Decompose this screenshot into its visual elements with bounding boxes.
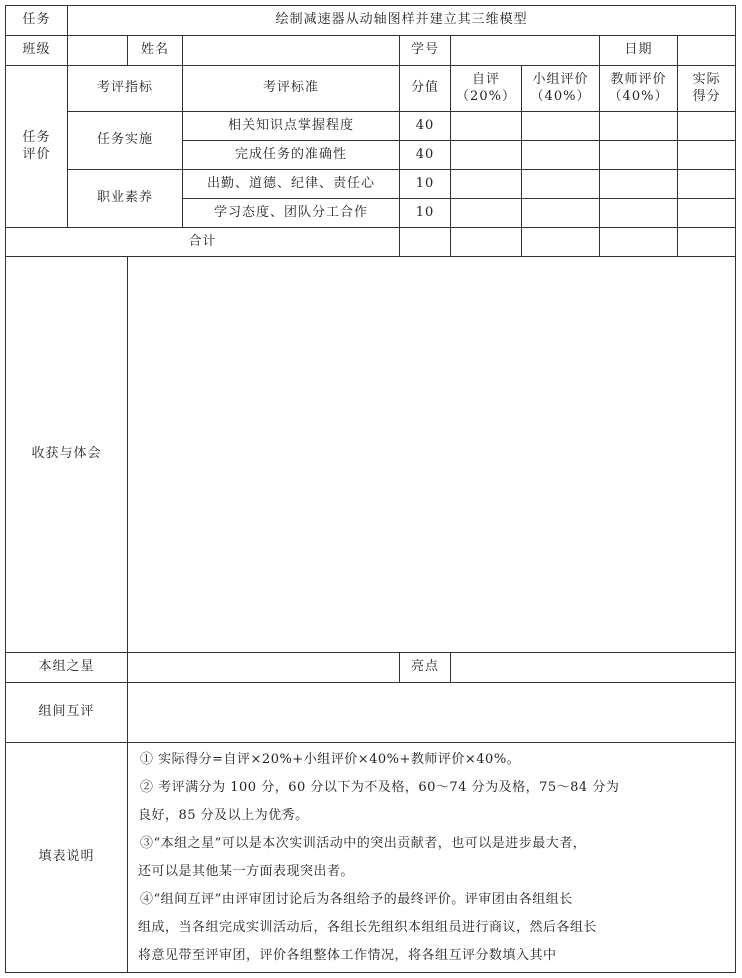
col-actual-line2: 得分 bbox=[692, 88, 721, 104]
instructions-text bbox=[128, 743, 736, 973]
total-self-cell[interactable] bbox=[451, 228, 522, 257]
standard-accuracy: 完成任务的准确性 bbox=[183, 141, 400, 170]
score-knowledge: 40 bbox=[400, 112, 451, 141]
peer-review-label: 组间互评 bbox=[6, 683, 128, 743]
col-group-line1: 小组评价 bbox=[532, 72, 589, 88]
teacher-score-cell[interactable] bbox=[600, 141, 678, 170]
group-score-cell[interactable] bbox=[522, 170, 600, 199]
group-score-cell[interactable] bbox=[522, 199, 600, 228]
teacher-score-cell[interactable] bbox=[600, 199, 678, 228]
actual-score-cell[interactable] bbox=[678, 112, 736, 141]
total-group-cell[interactable] bbox=[522, 228, 600, 257]
instruction-item-4-line-1: ④“组间互评”由评审团讨论后为各组给予的最终评价。评审团由各组组长 bbox=[140, 892, 573, 907]
evaluation-form bbox=[5, 5, 736, 973]
instruction-item-4-line-2: 组成，当各组完成实训活动后，各组长先组织本组组员进行商议，然后各组长 bbox=[138, 920, 598, 935]
star-field[interactable] bbox=[128, 653, 400, 683]
instruction-item-4-line-3: 将意见带至评审团，评价各组整体工作情况，将各组互评分数填入其中 bbox=[138, 948, 557, 963]
actual-score-cell[interactable] bbox=[678, 170, 736, 199]
self-score-cell[interactable] bbox=[451, 112, 522, 141]
col-teacher bbox=[600, 66, 678, 112]
peer-review-field[interactable] bbox=[128, 683, 736, 743]
reflection-label: 收获与体会 bbox=[6, 257, 128, 653]
group-score-cell[interactable] bbox=[522, 141, 600, 170]
score-attendance: 10 bbox=[400, 170, 451, 199]
col-self-line2: （20%） bbox=[456, 88, 516, 104]
col-score: 分值 bbox=[400, 66, 451, 112]
col-teacher-line1: 教师评价 bbox=[610, 72, 667, 88]
evaluation-section-label: 任务 评价 bbox=[6, 66, 68, 228]
name-label: 姓名 bbox=[128, 36, 183, 66]
instruction-item-3-line-2: 还可以是其他某一方面表现突出者。 bbox=[138, 864, 355, 879]
reflection-field[interactable] bbox=[128, 257, 736, 653]
col-teacher-line2: （40%） bbox=[608, 88, 669, 104]
actual-score-cell[interactable] bbox=[678, 141, 736, 170]
self-score-cell[interactable] bbox=[451, 141, 522, 170]
date-label: 日期 bbox=[600, 36, 678, 66]
score-accuracy: 40 bbox=[400, 141, 451, 170]
col-self-line1: 自评 bbox=[471, 72, 500, 88]
col-standard: 考评标准 bbox=[183, 66, 400, 112]
instruction-item-2-line-1: ② 考评满分为 100 分，60 分以下为不及格，60～74 分为及格，75～84 分为 bbox=[140, 780, 620, 795]
task-label: 任务 bbox=[6, 6, 68, 36]
group-score-cell[interactable] bbox=[522, 112, 600, 141]
total-score-cell[interactable] bbox=[400, 228, 451, 257]
col-group-line2: （40%） bbox=[530, 88, 591, 104]
col-self bbox=[451, 66, 522, 112]
class-label: 班级 bbox=[6, 36, 68, 66]
total-label: 合计 bbox=[6, 228, 400, 257]
instructions-label: 填表说明 bbox=[6, 743, 128, 973]
student-id-field[interactable] bbox=[451, 36, 600, 66]
star-label: 本组之星 bbox=[6, 653, 128, 683]
date-field[interactable] bbox=[678, 36, 736, 66]
teacher-score-cell[interactable] bbox=[600, 170, 678, 199]
instruction-item-3-line-1: ③“本组之星”可以是本次实训活动中的突出贡献者，也可以是进步最大者， bbox=[140, 836, 587, 851]
self-score-cell[interactable] bbox=[451, 199, 522, 228]
actual-score-cell[interactable] bbox=[678, 199, 736, 228]
col-actual bbox=[678, 66, 736, 112]
standard-attendance: 出勤、道德、纪律、责任心 bbox=[183, 170, 400, 199]
evaluation-table bbox=[5, 5, 736, 973]
col-actual-line1: 实际 bbox=[692, 72, 721, 88]
standard-teamwork: 学习态度、团队分工合作 bbox=[183, 199, 400, 228]
teacher-score-cell[interactable] bbox=[600, 112, 678, 141]
self-score-cell[interactable] bbox=[451, 170, 522, 199]
total-teacher-cell[interactable] bbox=[600, 228, 678, 257]
instruction-item-1: ① 实际得分=自评×20%+小组评价×40%+教师评价×40%。 bbox=[140, 752, 521, 767]
highlight-label: 亮点 bbox=[400, 653, 451, 683]
instruction-item-2-line-2: 良好，85 分及以上为优秀。 bbox=[138, 808, 309, 823]
highlight-field[interactable] bbox=[451, 653, 736, 683]
student-id-label: 学号 bbox=[400, 36, 451, 66]
indicator-professional-quality: 职业素养 bbox=[68, 170, 183, 228]
standard-knowledge: 相关知识点掌握程度 bbox=[183, 112, 400, 141]
task-title: 绘制减速器从动轴图样并建立其三维模型 bbox=[68, 6, 736, 36]
class-field[interactable] bbox=[68, 36, 128, 66]
col-group bbox=[522, 66, 600, 112]
name-field[interactable] bbox=[183, 36, 400, 66]
col-indicator: 考评指标 bbox=[68, 66, 183, 112]
score-teamwork: 10 bbox=[400, 199, 451, 228]
total-actual-cell[interactable] bbox=[678, 228, 736, 257]
indicator-task-implementation: 任务实施 bbox=[68, 112, 183, 170]
